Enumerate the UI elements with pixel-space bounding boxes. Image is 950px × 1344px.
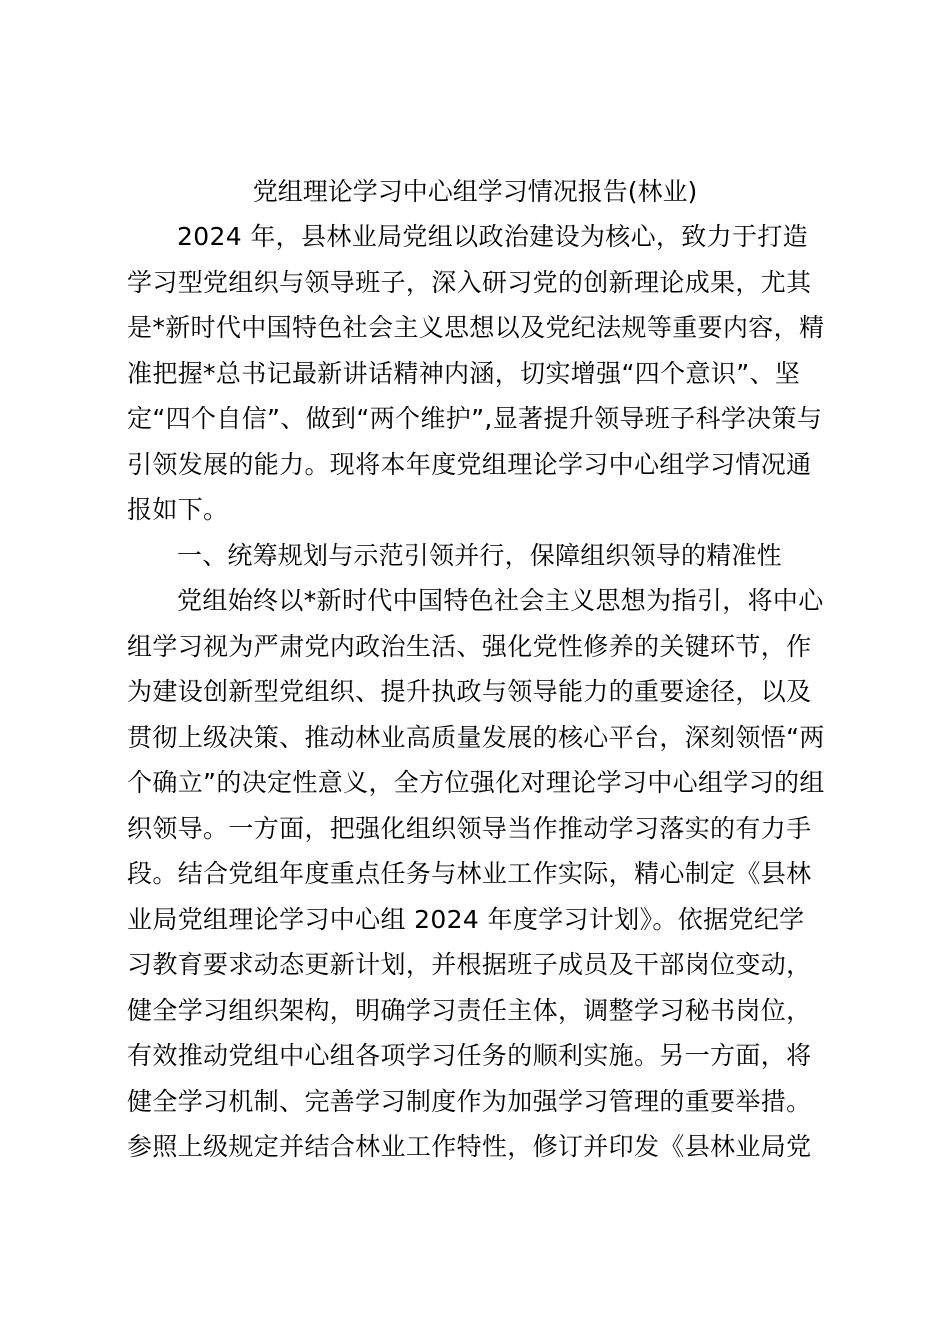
document-title: 党组理论学习中心组学习情况报告(林业)	[252, 177, 698, 206]
body-line: 党组始终以*新时代中国特色社会主义思想为指引，将中心	[177, 586, 824, 615]
body-line: 引领发展的能力。现将本年度党组理论学习中心组学习情况通	[127, 449, 812, 479]
body-line: 定“四个自信”、做到“两个维护”,显著提升领导班子科学决策与	[127, 404, 823, 433]
body-line: 健全学习组织架构，明确学习责任主体，调整学习秘书岗位，	[127, 995, 812, 1025]
body-line: 有效推动党组中心组各项学习任务的顺利实施。另一方面，将	[127, 1041, 812, 1070]
body-line: 习教育要求动态更新计划，并根据班子成员及干部岗位变动，	[127, 950, 812, 979]
body-line: 个确立”的决定性意义，全方位强化对理论学习中心组学习的组	[127, 768, 825, 797]
body-line: 参照上级规定并结合林业工作特性，修订并印发《县林业局党	[127, 1132, 812, 1161]
body-line: 织领导。一方面，把强化组织领导当作推动学习落实的有力手	[127, 813, 812, 843]
body-line: 贯彻上级决策、推动林业高质量发展的核心平台，深刻领悟“两	[127, 722, 825, 752]
section-heading: 一、统筹规划与示范引领并行，保障组织领导的精准性	[177, 540, 782, 570]
body-line: 组学习视为严肃党内政治生活、强化党性修养的关键环节，作	[127, 631, 812, 661]
body-line: 是*新时代中国特色社会主义思想以及党纪法规等重要内容，精	[127, 313, 825, 342]
body-line: 段。结合党组年度重点任务与林业工作实际，精心制定《县林	[127, 859, 812, 888]
body-line: 业局党组理论学习中心组 2024 年度学习计划》。依据党纪学	[127, 904, 805, 934]
body-line: 报如下。	[127, 495, 229, 524]
document-body	[127, 214, 827, 1170]
body-line: 学习型党组织与领导班子，深入研习党的创新理论成果，尤其	[127, 267, 812, 297]
body-line: 准把握*总书记最新讲话精神内涵，切实增强“四个意识”、坚	[127, 358, 801, 388]
body-line: 2024 年，县林业局党组以政治建设为核心，致力于打造	[177, 222, 809, 251]
body-line: 健全学习机制、完善学习制度作为加强学习管理的重要举措。	[127, 1086, 812, 1116]
body-line: 为建设创新型党组织、提升执政与领导能力的重要途径，以及	[127, 677, 812, 706]
